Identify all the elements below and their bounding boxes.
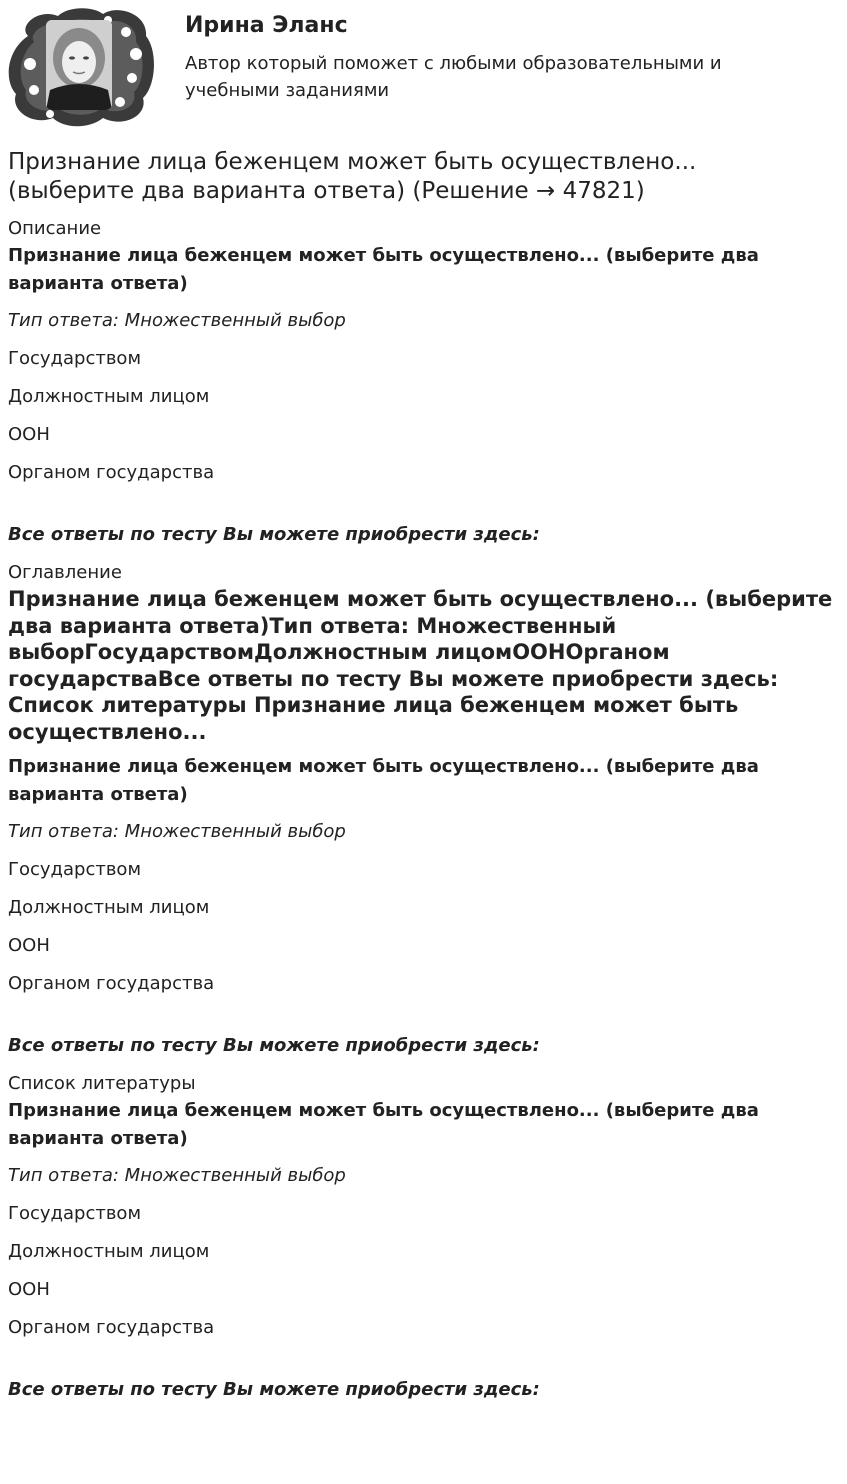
option-item: Государством xyxy=(8,859,142,880)
option-item: Органом государства xyxy=(8,973,215,994)
answer-type: Тип ответа: Множественный выбор xyxy=(8,1165,346,1186)
option-item: Государством xyxy=(8,348,142,369)
option-item: Должностным лицом xyxy=(8,386,210,407)
section-label-bibliography: Список литературы xyxy=(8,1073,196,1094)
option-item: Органом государства xyxy=(8,462,215,483)
question-text: Признание лица беженцем может быть осуществлено... (выберите два варианта ответа) xyxy=(8,1100,759,1149)
answer-type: Тип ответа: Множественный выбор xyxy=(8,310,346,331)
author-name[interactable]: Ирина Эланс xyxy=(185,13,348,38)
section-label-toc: Оглавление xyxy=(8,562,122,583)
option-item: ООН xyxy=(8,424,50,445)
description-section xyxy=(8,216,839,548)
toc-section xyxy=(8,560,839,1059)
author-description: Автор который поможет с любыми образовательными и учебными заданиями xyxy=(185,53,722,101)
content xyxy=(8,216,839,1415)
option-item: Должностным лицом xyxy=(8,1241,210,1262)
page xyxy=(8,0,839,1400)
question-text: Признание лица беженцем может быть осуществлено... (выберите два варианта ответа) xyxy=(8,756,759,805)
author-card xyxy=(8,0,839,140)
answer-type: Тип ответа: Множественный выбор xyxy=(8,821,346,842)
toc-heading: Признание лица беженцем может быть осуществлено... (выберите два варианта ответа)Тип ответа: Множественный выборГосударствомДолжностным лицомООНОрганом государстваВсе ответы по тесту Вы можете приобрести здесь: Список литературы Признание лица беженцем может быть осуществлено... xyxy=(8,587,833,744)
option-item: Должностным лицом xyxy=(8,897,210,918)
section-label-description: Описание xyxy=(8,218,102,239)
question-text: Признание лица беженцем может быть осуществлено... (выберите два варианта ответа) xyxy=(8,245,759,294)
buy-answers-link[interactable]: Все ответы по тесту Вы можете приобрести здесь: xyxy=(8,1035,540,1056)
option-item: Органом государства xyxy=(8,1317,215,1338)
page-title: Признание лица беженцем может быть осуществлено... (выберите два варианта ответа) (Решение → 47821) xyxy=(8,149,697,204)
bibliography-section xyxy=(8,1071,839,1403)
option-item: ООН xyxy=(8,1279,50,1300)
buy-answers-link[interactable]: Все ответы по тесту Вы можете приобрести здесь: xyxy=(8,1379,540,1400)
option-item: ООН xyxy=(8,935,50,956)
buy-answers-link[interactable]: Все ответы по тесту Вы можете приобрести здесь: xyxy=(8,524,540,545)
option-item: Государством xyxy=(8,1203,142,1224)
author-avatar[interactable] xyxy=(8,6,154,128)
